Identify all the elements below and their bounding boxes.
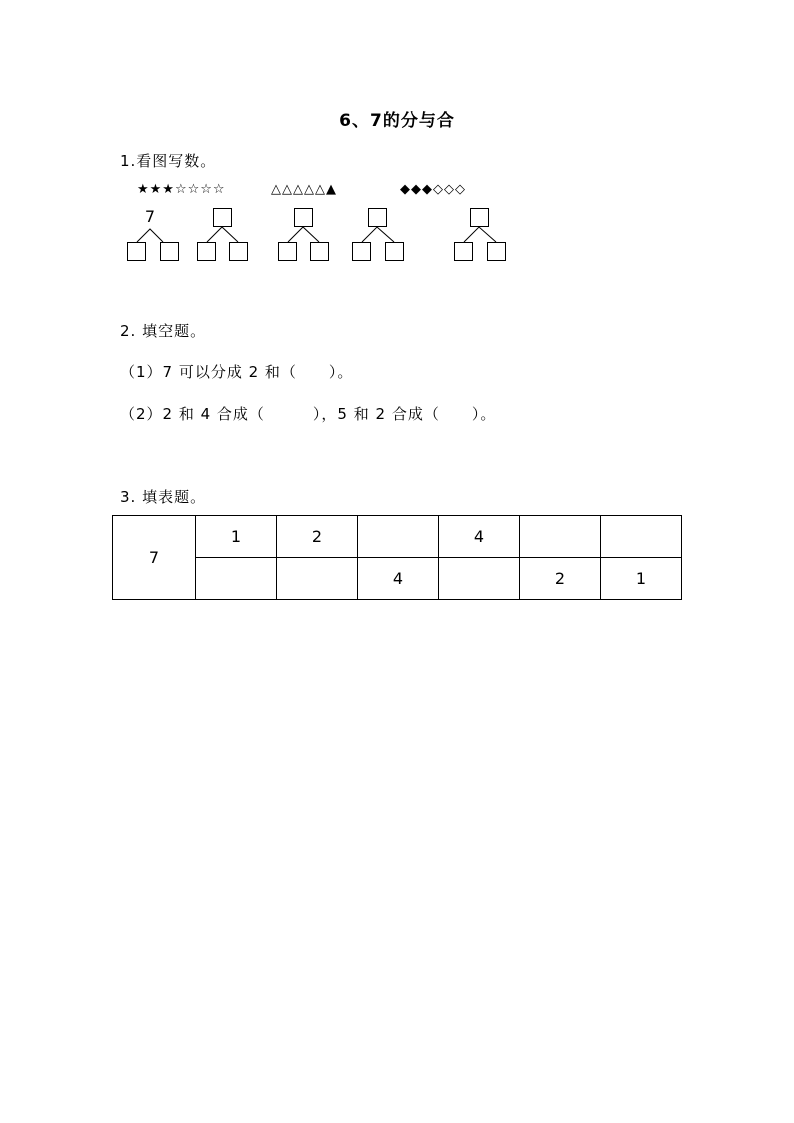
tree1-top-number: 7	[144, 207, 156, 226]
star-group: ★★★☆☆☆☆	[137, 182, 226, 197]
table-cell[interactable]: 1	[601, 558, 682, 600]
tree2-top-box[interactable]	[213, 208, 232, 227]
table-cell[interactable]: 2	[520, 558, 601, 600]
fill-table	[112, 515, 682, 600]
table-cell[interactable]	[358, 516, 439, 558]
table-cell[interactable]	[601, 516, 682, 558]
tree5-right-box[interactable]	[487, 242, 506, 261]
q3-heading: 3. 填表题。	[120, 488, 207, 506]
tree4-right-box[interactable]	[385, 242, 404, 261]
triangle-group: △△△△△▲	[271, 182, 337, 197]
tree5-left-box[interactable]	[454, 242, 473, 261]
table-cell[interactable]	[520, 516, 601, 558]
table-cell[interactable]: 2	[277, 516, 358, 558]
tree4-left-box[interactable]	[352, 242, 371, 261]
tree5-top-box[interactable]	[470, 208, 489, 227]
tree4-top-box[interactable]	[368, 208, 387, 227]
tree2-left-box[interactable]	[197, 242, 216, 261]
tree3-top-box[interactable]	[294, 208, 313, 227]
table-cell[interactable]	[277, 558, 358, 600]
tree1-right-box[interactable]	[160, 242, 179, 261]
table-cell[interactable]: 4	[439, 516, 520, 558]
tree2-right-box[interactable]	[229, 242, 248, 261]
q2-item1: （1）7 可以分成 2 和（ ）。	[120, 363, 354, 381]
q2-item2: （2）2 和 4 合成（ ），5 和 2 合成（ ）。	[120, 405, 497, 423]
table-cell[interactable]: 1	[196, 516, 277, 558]
q2-heading: 2. 填空题。	[120, 322, 207, 340]
table-total: 7	[113, 516, 196, 600]
tree3-left-box[interactable]	[278, 242, 297, 261]
table-cell[interactable]: 4	[358, 558, 439, 600]
q1-heading: 1.看图写数。	[120, 152, 217, 170]
tree3-right-box[interactable]	[310, 242, 329, 261]
diamond-group: ◆◆◆◇◇◇	[400, 182, 466, 197]
tree1-left-box[interactable]	[127, 242, 146, 261]
table-cell[interactable]	[196, 558, 277, 600]
table-cell[interactable]	[439, 558, 520, 600]
page-title: 6、7的分与合	[339, 111, 455, 131]
